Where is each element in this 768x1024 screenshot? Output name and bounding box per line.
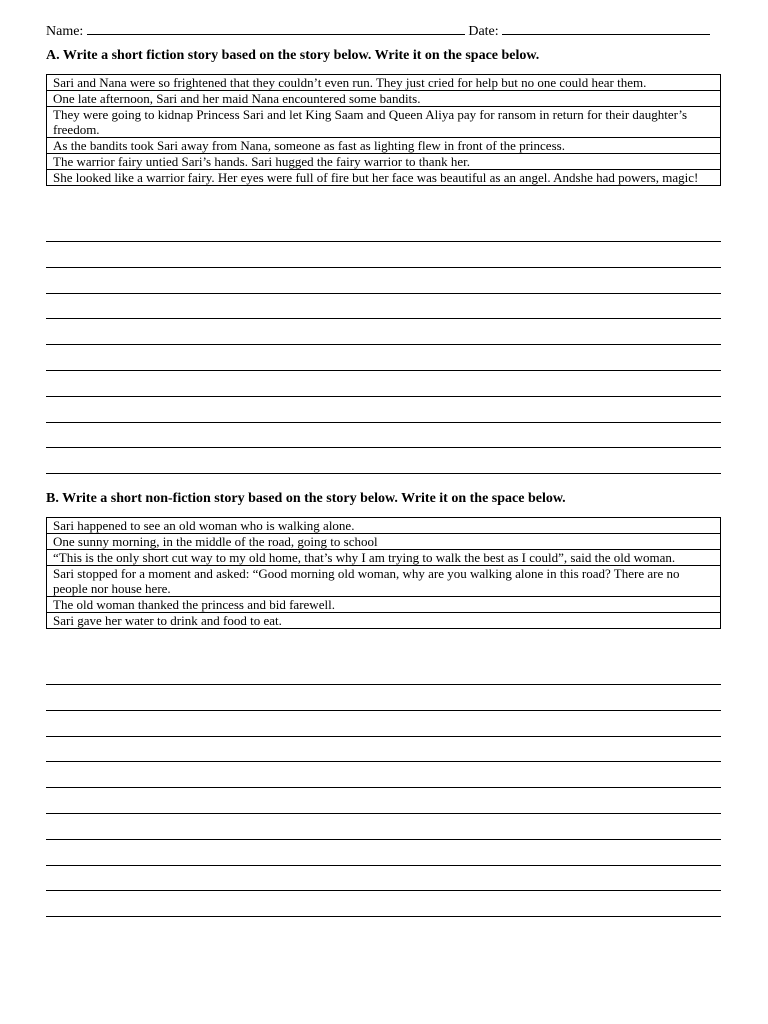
writing-line[interactable]	[46, 710, 721, 711]
date-label: Date:	[468, 24, 499, 39]
story-sentence: One sunny morning, in the middle of the road, going to school	[47, 534, 720, 550]
writing-line[interactable]	[46, 370, 721, 371]
section-b-instruction: B. Write a short non-fiction story based on the story below. Write it on the space below.	[46, 491, 566, 506]
writing-line[interactable]	[46, 761, 721, 762]
writing-line[interactable]	[46, 473, 721, 474]
story-sentence: “This is the only short cut way to my old home, that’s why I am trying to walk the best as I could”, said the old woman.	[47, 550, 720, 566]
writing-line[interactable]	[46, 813, 721, 814]
story-sentence: One late afternoon, Sari and her maid Nana encountered some bandits.	[47, 91, 720, 107]
story-sentence: She looked like a warrior fairy. Her eyes were full of fire but her face was beautiful as an angel. Andshe had powers, magic!	[53, 170, 699, 185]
writing-line[interactable]	[46, 267, 721, 268]
writing-line[interactable]	[46, 839, 721, 840]
date-field[interactable]	[502, 20, 710, 35]
header-row	[46, 20, 726, 40]
story-sentence: Sari stopped for a moment and asked: “Good morning old woman, why are you walking alone in this road? There are no people nor house here.	[47, 566, 720, 597]
name-label: Name:	[46, 24, 84, 39]
writing-line[interactable]	[46, 447, 721, 448]
section-a-story-box	[46, 74, 721, 186]
writing-line[interactable]	[46, 684, 721, 685]
writing-line[interactable]	[46, 241, 721, 242]
section-a-instruction: A. Write a short fiction story based on the story below. Write it on the space below.	[46, 48, 540, 63]
story-sentence: Sari and Nana were so frightened that they couldn’t even run. They just cried for help but no one could hear them.	[47, 75, 720, 91]
writing-line[interactable]	[46, 890, 721, 891]
writing-line[interactable]	[46, 916, 721, 917]
story-sentence: As the bandits took Sari away from Nana, someone as fast as lighting flew in front of the princess.	[47, 138, 720, 154]
story-sentence: The old woman thanked the princess and bid farewell.	[47, 597, 720, 613]
writing-line[interactable]	[46, 865, 721, 866]
writing-line[interactable]	[46, 344, 721, 345]
writing-line[interactable]	[46, 396, 721, 397]
name-field[interactable]	[87, 20, 465, 35]
writing-line[interactable]	[46, 318, 721, 319]
writing-line[interactable]	[46, 787, 721, 788]
writing-line[interactable]	[46, 422, 721, 423]
writing-line[interactable]	[46, 293, 721, 294]
story-sentence: Sari happened to see an old woman who is walking alone.	[47, 518, 720, 534]
writing-line[interactable]	[46, 736, 721, 737]
section-b-story-box	[46, 517, 721, 629]
story-sentence: They were going to kidnap Princess Sari and let King Saam and Queen Aliya pay for ransom in return for their daughter’s freedom.	[47, 107, 720, 138]
story-sentence: Sari gave her water to drink and food to eat.	[53, 613, 282, 628]
story-sentence: The warrior fairy untied Sari’s hands. Sari hugged the fairy warrior to thank her.	[47, 154, 720, 170]
